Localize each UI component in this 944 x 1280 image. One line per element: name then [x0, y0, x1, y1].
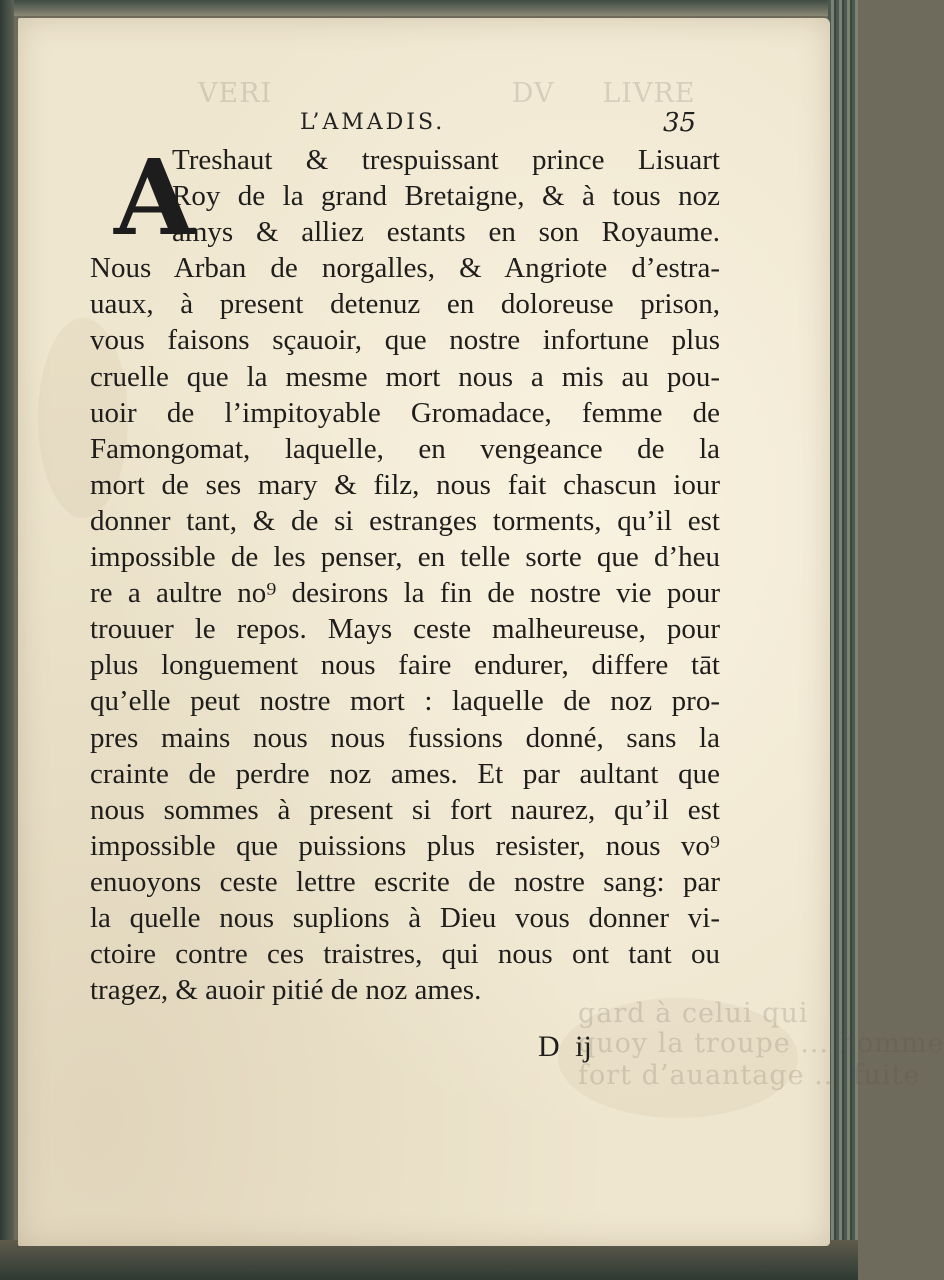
text-line: qu’elle peut nostre mort : laquelle de noz pro- — [90, 685, 720, 718]
signature-mark: D ij — [538, 1030, 592, 1063]
show-through-text: quoy la troupe ... homme — [578, 1028, 944, 1059]
text-line: cruelle que la mesme mort nous a mis au pou- — [90, 360, 720, 393]
text-line: crainte de perdre noz ames. Et par aultant que — [90, 757, 720, 790]
text-line: trouuer le repos. Mays ceste malheureuse, pour — [90, 613, 720, 646]
text-line: donner tant, & de si estranges torments, qu’il est — [90, 504, 720, 537]
text-line: nous sommes à present si fort naurez, qu’il est — [90, 793, 720, 826]
page-number: 35 — [663, 108, 697, 138]
text-line: Roy de la grand Bretaigne, & à tous noz — [172, 180, 720, 213]
text-line: re a aultre no⁹ desirons la fin de nostre vie pour — [90, 577, 720, 610]
text-line: impossible que puissions plus resister, nous vo⁹ — [90, 829, 720, 862]
text-line: impossible de les penser, en telle sorte que d’heu — [90, 541, 720, 574]
text-line: mort de ses mary & filz, nous fait chascun iour — [90, 468, 720, 501]
text-line: la quelle nous suplions à Dieu vous donner vi- — [90, 901, 720, 934]
text-line: tragez, & auoir pitié de noz ames. — [90, 974, 482, 1007]
text-line: ctoire contre ces traistres, qui nous ont tant ou — [90, 938, 720, 971]
text-line: uoir de l’impitoyable Gromadace, femme de — [90, 396, 720, 429]
text-line: amys & alliez estants en son Royaume. — [172, 216, 720, 249]
scan-edge-left — [0, 0, 14, 1280]
text-line: Famongomat, laquelle, en vengeance de la — [90, 432, 720, 465]
text-line: uaux, à present detenuz en doloreuse prison, — [90, 288, 720, 321]
scan-edge-top — [0, 0, 858, 16]
text-line: plus longuement nous faire endurer, differe tāt — [90, 649, 720, 682]
show-through-text: fort d’auantage ... fuite — [578, 1060, 921, 1091]
scan-edge-bottom — [0, 1240, 858, 1280]
drop-cap-initial: A — [114, 136, 195, 259]
text-line: enuoyons ceste lettre escrite de nostre sang: par — [90, 865, 720, 898]
running-head: L’AMADIS. — [300, 110, 446, 135]
text-line: vous faisons sçauoir, que nostre infortune plus — [90, 324, 720, 357]
text-line: pres mains nous nous fussions donné, sans la — [90, 721, 720, 754]
show-through-text: VERI DV LIVRE — [198, 78, 696, 109]
book-page — [18, 18, 944, 1246]
letter-text — [90, 136, 720, 1008]
text-line: Nous Arban de norgalles, & Angriote d’estra- — [90, 252, 720, 285]
text-line: Treshaut & trespuissant prince Lisuart — [172, 144, 720, 176]
show-through-text: gard à celui qui — [578, 998, 809, 1029]
